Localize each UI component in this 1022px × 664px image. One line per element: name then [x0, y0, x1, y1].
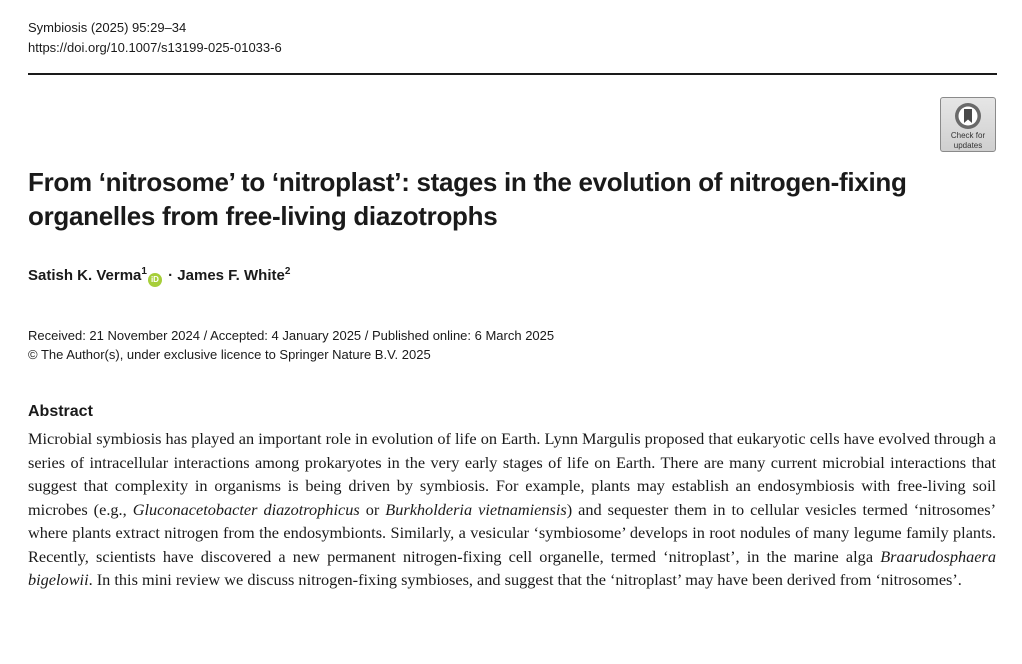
bookmark-ribbon-icon	[954, 102, 982, 130]
check-for-updates-button[interactable]	[940, 97, 996, 152]
orcid-icon[interactable]: iD	[148, 273, 162, 287]
abstract-text-segment: or	[359, 499, 386, 519]
doi-link[interactable]: https://doi.org/10.1007/s13199-025-01033-6	[28, 40, 282, 55]
article-title: From ‘nitrosome’ to ‘nitroplast’: stages in the evolution of nitrogen-fixing organelles from free-living diazotrophs	[28, 167, 907, 231]
abstract-heading: Abstract	[28, 403, 93, 420]
author-separator: ·	[168, 267, 174, 284]
author-list	[28, 266, 290, 287]
journal-citation: Symbiosis (2025) 95:29–34	[28, 20, 187, 35]
publication-history	[28, 326, 554, 364]
species-name: Gluconacetobacter diazotrophicus	[132, 499, 360, 519]
abstract-text-segment: . In this mini review we discuss nitrogen-fixing symbioses, and suggest that the ‘nitroplast’ may have been derived from ‘nitrosomes’.	[88, 570, 962, 589]
affiliation-marker: 1	[141, 266, 147, 277]
affiliation-marker: 2	[284, 266, 291, 277]
copyright-line: © The Author(s), under exclusive licence to Springer Nature B.V. 2025	[28, 347, 431, 362]
author-name[interactable]: James F. White	[177, 267, 285, 284]
check-updates-label-1: Check for	[950, 131, 986, 140]
header-divider	[28, 73, 997, 75]
dates-line: Received: 21 November 2024 / Accepted: 4 January 2025 / Published online: 6 March 2025	[28, 328, 555, 343]
author-name[interactable]: Satish K. Verma	[28, 267, 142, 284]
abstract-text-segment: Microbial symbiosis has played an important role in evolution of life on Earth. Lynn Margulis proposed that eukaryotic cells have evolved through a series of intracellular interactions among prokaryotes in the very early stages of life on Earth. There are many current microbial interactions that suggest that complexity in organisms is being driven by symbiosis. For example, plants may establish an endosymbiosis with free-living soil microbes (e.g.,	[28, 429, 996, 519]
species-name: Braarudosphaera bigelowii	[28, 546, 996, 589]
abstract-text-segment: ) and sequester them in to cellular vesicles termed ‘nitrosomes’ where plants extract nitrogen from the endosymbionts. Similarly, a vesicular ‘symbiosome’ develops in root nodules of many legume family plants. Recently, scientists have discovered a new permanent nitrogen-fixing cell organelle, termed ‘nitroplast’, in the marine alga	[28, 499, 997, 566]
species-name: Burkholderia vietnamiensis	[385, 499, 567, 519]
check-updates-label-2: updates	[953, 141, 983, 150]
journal-header	[28, 18, 282, 58]
abstract-text	[28, 427, 996, 592]
